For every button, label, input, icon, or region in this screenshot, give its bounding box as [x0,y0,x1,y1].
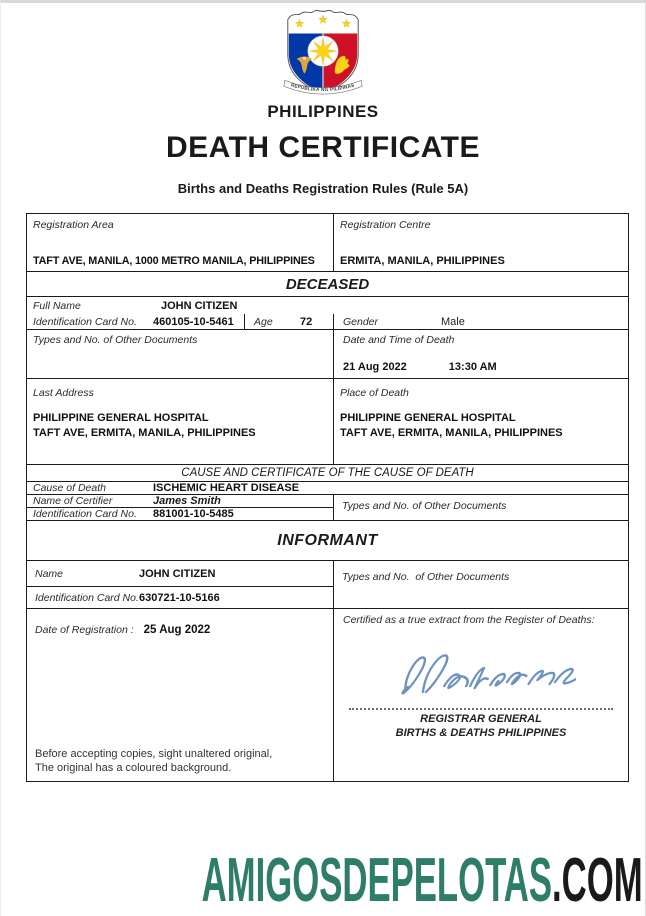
informant-id-value: 630721-10-5166 [139,591,220,604]
page-subtitle: Births and Deaths Registration Rules (Rule 5A) [177,181,469,196]
philippine-coat-of-arms-icon [279,7,367,101]
registration-date-label: Date of Registration : [35,624,134,636]
certifier-id-row [27,508,333,520]
cause-of-death-row [27,482,628,495]
informant-id-label: Identification Card No. [35,591,139,604]
deceased-other-docs-label: Types and No. of Other Documents [33,334,198,346]
address-row [27,379,628,465]
certifier-name: James Smith [153,495,221,507]
last-address-line1: PHILIPPINE GENERAL HOSPITAL [33,412,209,424]
informant-id-row [27,587,333,608]
page-title: DEATH CERTIFICATE [165,131,481,164]
last-address-line2: TAFT AVE, ERMITA, MANILA, PHILIPPINES [33,427,256,439]
id-age-gender-row [27,314,628,330]
deceased-id-value: 460105-10-5461 [153,315,234,328]
registrar-title [396,713,567,740]
deceased-section-title: DECEASED [27,272,628,297]
cause-of-death-value: ISCHEMIC HEART DISEASE [153,482,300,494]
footer-note-line2: The original has a coloured background. [35,762,232,774]
site-watermark [201,846,643,915]
cause-of-death-label: Cause of Death [33,482,106,494]
registration-date-cell [27,609,334,781]
footer-note-line1: Before accepting copies, sight unaltered original, [35,748,273,760]
registration-centre-cell [334,214,628,271]
last-address-cell [27,379,334,464]
death-datetime-cell [334,330,628,378]
gender-label: Gender [343,315,379,328]
registration-area-cell [27,214,334,271]
registration-area-value: TAFT AVE, MANILA, 1000 METRO MANILA, PHILIPPINES [33,255,315,267]
full-name-row [27,297,628,314]
gender-value: Male [441,315,465,328]
place-of-death-label: Place of Death [340,387,409,399]
full-name-label: Full Name [33,299,81,312]
place-of-death-cell [334,379,628,464]
docs-death-row [27,330,628,379]
watermark-site-name: AMIGOSDEPELOTAS [201,846,553,915]
full-name-value: JOHN CITIZEN [161,299,238,312]
informant-other-docs-cell [334,561,628,608]
certifier-group [27,495,628,521]
certifier-label: Name of Certifier [33,495,113,507]
certifier-id-label: Identification Card No. [33,508,137,520]
bottom-block [27,609,628,781]
deceased-id-label: Identification Card No. [33,315,137,328]
registration-centre-label: Registration Centre [340,219,431,231]
country-title: PHILIPPINES [267,102,379,121]
last-address-label: Last Address [33,387,94,399]
certification-cell [334,609,628,781]
informant-group [27,561,628,609]
cause-section-title: CAUSE AND CERTIFICATE OF THE CAUSE OF DEATH [27,465,628,482]
registrar-signature [386,640,576,708]
deceased-id-cell [27,314,245,329]
registrar-line2: BIRTHS & DEATHS PHILIPPINES [395,726,567,739]
age-label: Age [254,315,273,328]
deceased-other-docs-cell [27,330,334,378]
death-time-value: 13:30 AM [448,361,497,373]
signature-line [349,708,614,710]
age-value: 72 [300,315,313,328]
death-date-value: 21 Aug 2022 [343,361,407,373]
footer-note [35,747,325,775]
extract-label: Certified as a true extract from the Register of Deaths: [343,614,595,626]
informant-other-docs-label: Types and No. of Other Documents [342,571,510,583]
registration-area-label: Registration Area [33,219,114,231]
death-datetime-label: Date and Time of Death [343,334,455,346]
registrar-line1: REGISTRAR GENERAL [420,713,542,725]
informant-name-value: JOHN CITIZEN [139,567,216,580]
registration-date-value: 25 Aug 2022 [143,624,211,636]
watermark-tld: .COM [552,846,643,915]
informant-name-row [27,561,333,587]
place-of-death-line1: PHILIPPINE GENERAL HOSPITAL [340,412,516,424]
gender-cell [334,314,628,329]
emblem-motto: REPUBLIKA NG PILIPINAS [290,82,356,93]
age-cell [245,314,334,329]
cause-other-docs-label: Types and No. of Other Documents [342,500,507,512]
certifier-id-value: 881001-10-5485 [153,508,234,520]
cause-other-docs-cell [334,495,628,520]
registration-centre-value: ERMITA, MANILA, PHILIPPINES [340,255,505,267]
informant-name-label: Name [35,567,64,580]
certificate-table [26,213,629,782]
informant-section-title: INFORMANT [27,521,628,561]
place-of-death-line2: TAFT AVE, ERMITA, MANILA, PHILIPPINES [340,427,563,439]
certifier-row [27,495,333,508]
registration-row [27,214,628,272]
